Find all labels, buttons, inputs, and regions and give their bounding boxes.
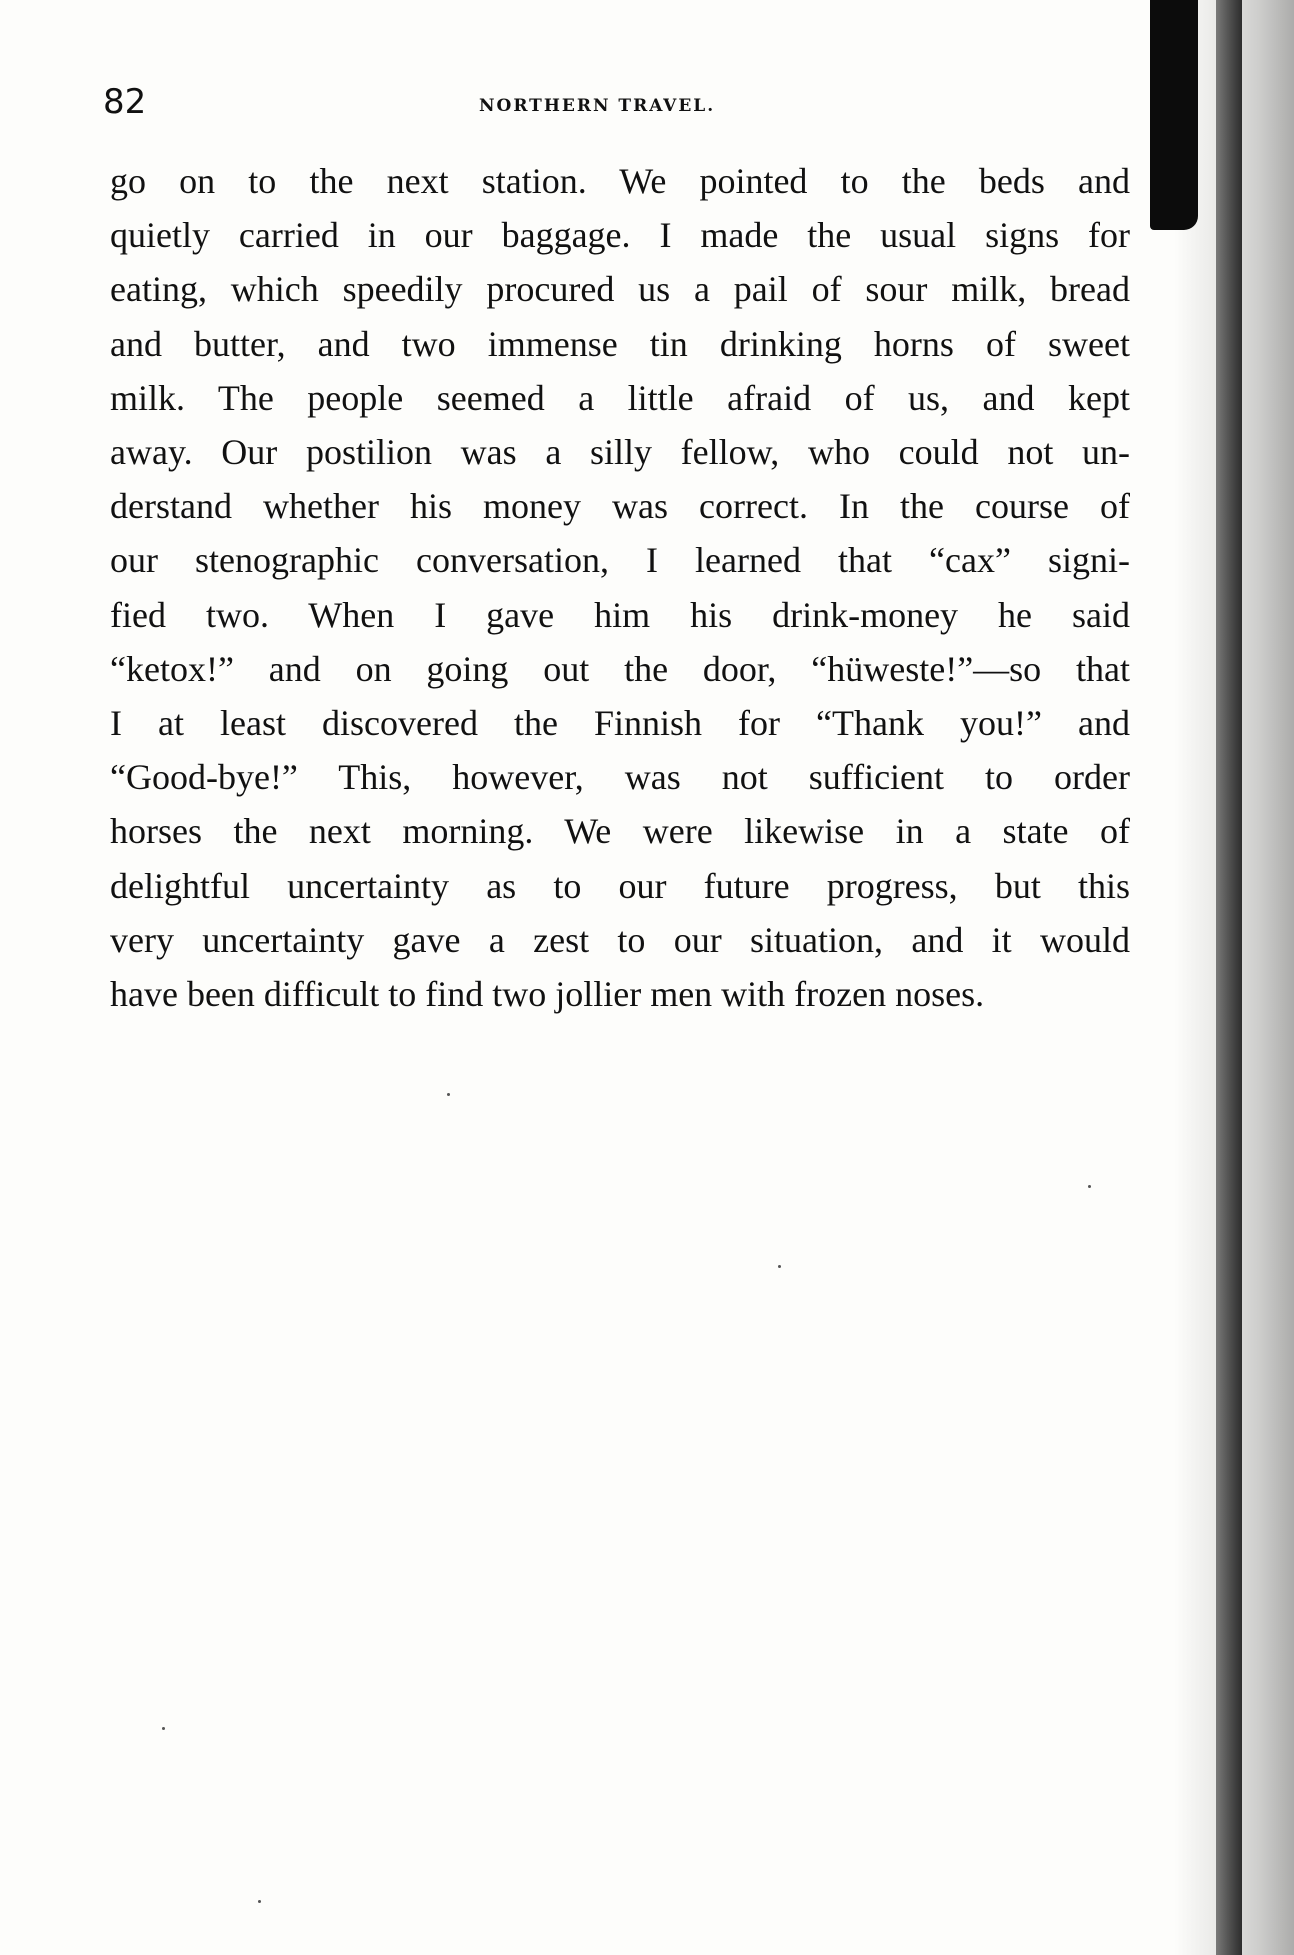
text-line: milk. The people seemed a little afraid of us, and kept [110, 377, 1130, 418]
text-line: “ketox!” and on going out the door, “hüweste!”—so that [110, 648, 1130, 689]
text-line: quietly carried in our baggage. I made the usual signs for [110, 215, 1130, 256]
paper-speck [1088, 1185, 1091, 1188]
text-line: fied two. When I gave him his drink-money he said [110, 594, 1130, 635]
running-title: NORTHERN TRAVEL. [479, 96, 716, 116]
body-paragraph [110, 154, 1130, 1021]
binding-edge [1150, 0, 1198, 230]
text-line: “Good-bye!” This, however, was not sufficient to order [110, 757, 1130, 798]
text-line: go on to the next station. We pointed to the beds and [110, 161, 1130, 201]
text-line: derstand whether his money was correct. In the course of [110, 486, 1130, 527]
text-line: I at least discovered the Finnish for “Thank you!” and [110, 703, 1130, 744]
running-head [103, 82, 1133, 122]
paper-speck [162, 1727, 165, 1730]
text-line: have been difficult to find two jollier men with frozen noses. [110, 974, 985, 1015]
text-line: delightful uncertainty as to our future progress, but this [110, 865, 1130, 906]
paper-speck [258, 1900, 261, 1903]
text-line: and butter, and two immense tin drinking horns of sweet [110, 323, 1130, 364]
page-number: 82 [103, 82, 147, 122]
text-line: our stenographic conversation, I learned that “cax” signi- [110, 540, 1130, 581]
text-line: away. Our postilion was a silly fellow, who could not un- [110, 432, 1130, 473]
text-line: very uncertainty gave a zest to our situation, and it would [110, 919, 1130, 960]
text-line: horses the next morning. We were likewise in a state of [110, 811, 1130, 852]
binding-shadow [1216, 0, 1242, 1955]
paper-speck [778, 1265, 781, 1268]
paper-speck [447, 1093, 450, 1096]
text-line: eating, which speedily procured us a pail of sour milk, bread [110, 269, 1130, 310]
